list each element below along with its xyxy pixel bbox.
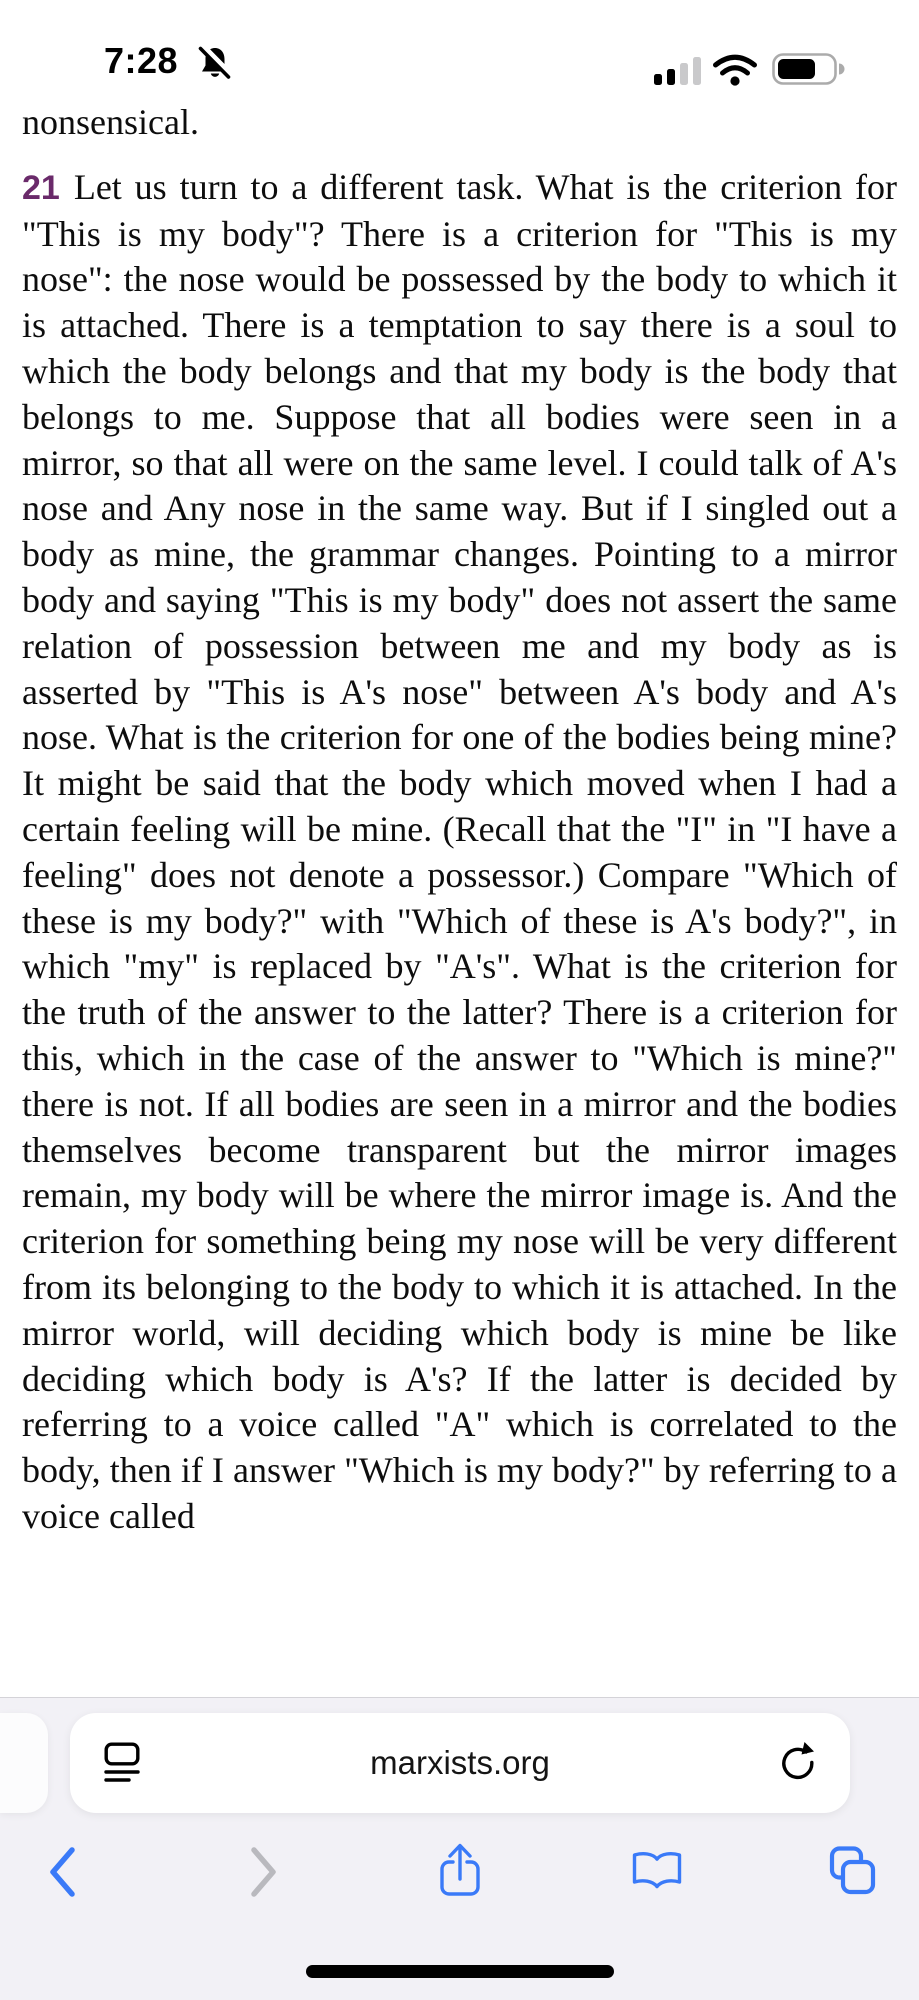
address-bar-url[interactable]: marxists.org: [370, 1744, 550, 1781]
wifi-icon: [712, 53, 758, 86]
section-paragraph: [22, 165, 897, 1540]
status-bar: [0, 0, 919, 100]
previous-paragraph-end: nonsensical.: [22, 102, 199, 142]
tabs-icon[interactable]: [826, 1845, 878, 1897]
cellular-signal-icon: [654, 55, 702, 85]
section-text: Let us turn to a different task. What is the criterion for "This is my body"? There is a criterion for "This is my nose": the nose would be possessed by the body to which it is attached. There is a temptation to say there is a soul to which the body belongs and that my body is the body that belongs to me. Suppose that all bodies were seen in a mirror, so that all were on the same level. I could talk of A's nose and Any nose in the same way. But if I singled out a body as mine, the grammar changes. Pointing to a mirror body and saying "This is my body" does not assert the same relation of possession between me and my body as is asserted by "This is A's nose" between A's body and A's nose. What is the criterion for one of the bodies being mine? It might be said that the body which moved when I had a certain feeling will be mine. (Recall that the "I" in "I have a feeling" does not denote a possessor.) Compare "Which of these is my body?" with "Which of these is A's body?", in which "my" is replaced by "A's". What is the criterion for the truth of the answer to the latter? There is a criterion for this, which in the case of the answer to "Which is mine?" there is not. If all bodies are seen in a mirror and the bodies themselves become transparent but the mirror images remain, my body will be where the mirror image is. And the criterion for something being my nose will be very different from its belonging to the body to which it is attached. In the mirror world, will deciding which body is mine be like deciding which body is A's? If the latter is decided by referring to a voice called "A" which is correlated to the body, then if I answer "Which is my body?" by referring to a voice called: [22, 166, 897, 1536]
adjacent-tab-sliver[interactable]: [0, 1713, 48, 1813]
article-content: [22, 100, 897, 1697]
bookmarks-icon[interactable]: [630, 1850, 684, 1894]
back-button[interactable]: [45, 1846, 79, 1898]
page-menu-icon[interactable]: [104, 1742, 140, 1784]
notifications-muted-icon: [197, 44, 233, 82]
section-number: 21: [22, 168, 60, 207]
address-bar[interactable]: [70, 1713, 850, 1813]
status-time: 7:28: [104, 40, 179, 81]
home-indicator[interactable]: [306, 1965, 614, 1978]
safari-bottom-bar: [0, 1697, 919, 2000]
battery-icon: [772, 53, 846, 85]
forward-button[interactable]: [247, 1846, 281, 1898]
reload-icon[interactable]: [776, 1739, 820, 1787]
share-icon[interactable]: [437, 1841, 483, 1901]
